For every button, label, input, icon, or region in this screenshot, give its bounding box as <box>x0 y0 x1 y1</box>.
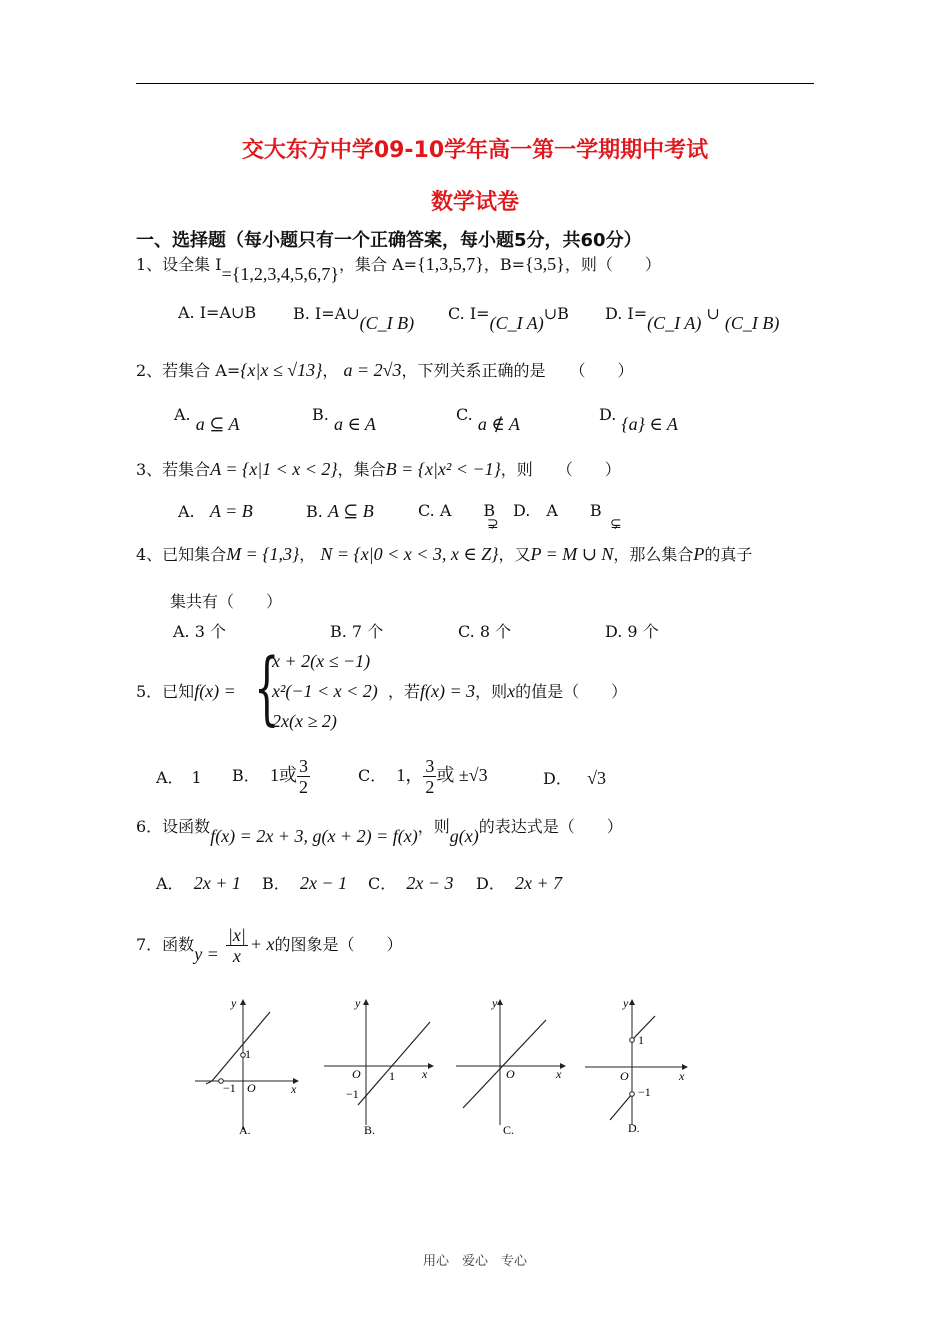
svg-text:1: 1 <box>245 1047 251 1061</box>
piecewise-brace: { <box>254 641 280 734</box>
question-1-option-d: D. I=(C_I A) ∪ (C_I B) <box>605 304 780 333</box>
svg-text:y: y <box>623 996 629 1010</box>
question-5-option-c: C． 1， $\frac{3}{2}$ 或 ±√3 <box>358 756 488 797</box>
superset-symbol: ⊋ <box>487 516 499 532</box>
question-5-option-a: A． 1 <box>156 768 202 787</box>
svg-text:C.: C. <box>503 1123 515 1137</box>
question-4-option-d: D. 9 个 <box>605 622 659 641</box>
question-4-option-a: A. 3 个 <box>173 622 226 641</box>
question-2-stem: 2、若集合 A={x|x ≤ √13}， a = 2√3，下列关系正确的是 （ ） <box>136 360 634 380</box>
svg-text:y: y <box>355 996 361 1010</box>
svg-text:−1: −1 <box>638 1085 651 1099</box>
svg-text:D.: D. <box>628 1121 640 1135</box>
fraction-three-halves: $\frac{3}{2}$ <box>298 756 308 797</box>
graph-line <box>212 1012 270 1081</box>
question-4-option-b: B. 7 个 <box>330 622 384 641</box>
graph-line <box>358 1022 430 1105</box>
svg-text:O: O <box>352 1067 361 1081</box>
svg-text:1: 1 <box>389 1069 395 1083</box>
graph-line <box>463 1020 546 1108</box>
question-2-option-a: A. a ⊆ A <box>174 405 240 434</box>
piecewise-case-2: x²(−1 < x < 2) <box>272 681 378 701</box>
question-6-stem: 6．设函数f(x) = 2x + 3, g(x + 2) = f(x)，则g(x)的表达式是（ ） <box>136 817 623 846</box>
svg-text:1: 1 <box>638 1033 644 1047</box>
exam-subtitle: 数学试卷 <box>430 190 519 215</box>
question-2-option-d: D. {a} ∈ A <box>599 405 678 434</box>
header-rule <box>136 83 814 84</box>
question-3-option-b: B. A ⊆ B <box>306 501 374 521</box>
question-5-option-d: D． √3 <box>543 768 606 788</box>
svg-text:O: O <box>620 1069 629 1083</box>
question-6-option-b: B． 2x − 1 <box>262 873 348 893</box>
question-3-option-d: D. A B <box>513 501 602 520</box>
piecewise-case-1: x + 2(x ≤ −1) <box>272 651 371 671</box>
exam-title: 交大东方中学09-10学年高一第一学期期中考试 <box>241 138 709 163</box>
svg-text:B.: B. <box>364 1123 376 1137</box>
svg-text:x: x <box>556 1067 562 1081</box>
question-7-stem: 7．函数y = $\frac{|x|}{x}$ + x的图象是（ ） <box>136 925 403 966</box>
svg-text:y: y <box>492 996 498 1010</box>
open-point <box>630 1038 635 1043</box>
svg-text:O: O <box>506 1067 515 1081</box>
svg-text:y: y <box>231 996 237 1010</box>
question-5-stem: 5．已知f(x) = <box>136 681 236 701</box>
svg-text:−1: −1 <box>346 1087 359 1101</box>
svg-text:x: x <box>679 1069 685 1083</box>
graph-option-b <box>318 990 443 1140</box>
question-3-option-c: C. A B <box>418 501 496 520</box>
question-1-stem: 1、设全集 I={1,2,3,4,5,6,7}，集合 A={1,3,5,7}，B={3,5}，则（ ） <box>136 254 661 284</box>
svg-text:O: O <box>247 1081 256 1095</box>
question-2-option-b: B. a ∈ A <box>312 405 376 434</box>
question-4-stem: 4、已知集合M = {1,3}， N = {x|0 < x < 3, x ∈ Z}，又P = M ∪ N，那么集合P的真子 <box>136 544 753 564</box>
question-4-option-c: C. 8 个 <box>458 622 512 641</box>
question-5-option-b: B． 1或 $\frac{3}{2}$ <box>232 756 308 797</box>
question-5-condition: ，若f(x) = 3，则x的值是（ ） <box>388 681 628 701</box>
graph-option-d <box>580 990 695 1140</box>
question-2-option-c: C. a ∉ A <box>456 405 520 434</box>
question-4-continuation: 集共有（ ） <box>170 592 283 611</box>
question-3-option-a: A. A = B <box>178 501 253 521</box>
svg-text:A.: A. <box>239 1123 251 1137</box>
graph-option-c <box>450 990 575 1140</box>
svg-text:x: x <box>291 1082 297 1096</box>
subset-symbol: ⊊ <box>610 516 622 532</box>
fraction-abs-x-over-x: $\frac{|x|}{x}$ <box>227 925 246 966</box>
open-point <box>630 1092 635 1097</box>
question-6-option-a: A． 2x + 1 <box>156 873 241 893</box>
question-6-option-d: D． 2x + 7 <box>476 873 563 893</box>
fraction-three-halves-c: $\frac{3}{2}$ <box>425 756 435 797</box>
question-6-option-c: C． 2x − 3 <box>368 873 454 893</box>
piecewise-case-3: 2x(x ≥ 2) <box>272 711 337 731</box>
question-1-option-c: C. I=(C_I A)∪B <box>448 304 569 333</box>
graph-line-left <box>610 1094 632 1120</box>
page-footer: 用心 爱心 专心 <box>422 1254 527 1269</box>
question-3-stem: 3、若集合A = {x|1 < x < 2}，集合B = {x|x² < −1}，则 （ ） <box>136 459 621 479</box>
svg-text:−1: −1 <box>223 1081 236 1095</box>
svg-text:x: x <box>422 1067 428 1081</box>
question-1-option-b: B. I=A∪(C_I B) <box>293 304 415 333</box>
question-1-option-a: A. I=A∪B <box>178 303 257 322</box>
section-heading: 一、选择题（每小题只有一个正确答案，每小题5分，共60分） <box>136 230 642 251</box>
graph-option-a <box>190 990 310 1140</box>
